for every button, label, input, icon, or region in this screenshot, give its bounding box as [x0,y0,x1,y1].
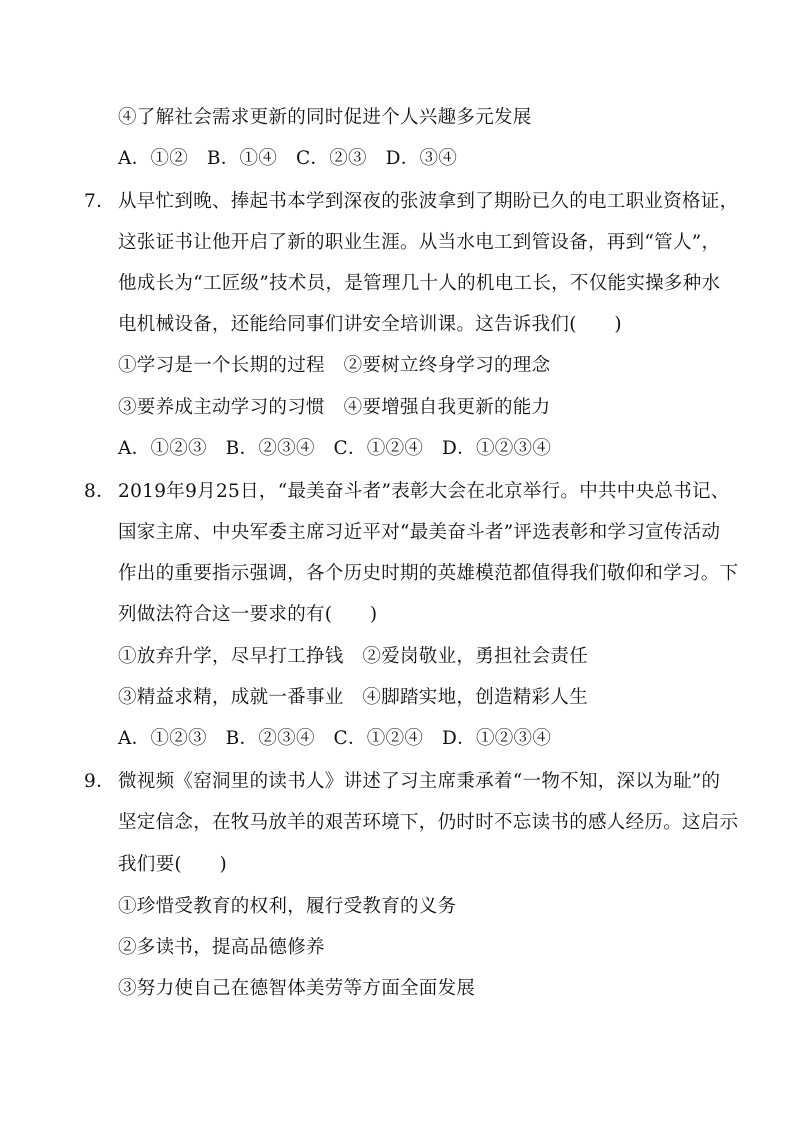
question-8-number: 8． [84,481,115,502]
question-8-answers: A．①②③ B．②③④ C．①②④ D．①②③④ [118,728,552,749]
question-8-options-line-1: ①放弃升学，尽早打工挣钱 ②爱岗敬业，勇担社会责任 [118,646,589,667]
question-9-stem-line-1: 微视频《窑洞里的读书人》讲述了习主席秉承着“一物不知，深以为耻”的 [118,771,721,792]
question-9-options-line-3: ③努力使自己在德智体美劳等方面全面发展 [118,978,476,999]
question-9-stem-line-3: 我们要( ) [118,854,228,875]
prev-question-answers: A．①② B．①④ C．②③ D．③④ [118,148,458,169]
question-8-stem-line-1: 2019年9月25日，“最美奋斗者”表彰大会在北京举行。中共中央总书记、 [118,481,730,502]
question-7-options-line-1: ①学习是一个长期的过程 ②要树立终身学习的理念 [118,355,551,376]
question-7-stem-line-3: 他成长为“工匠级”技术员，是管理几十人的机电工长，不仅能实操多种水 [118,273,721,294]
question-9-options-line-1: ①珍惜受教育的权利，履行受教育的义务 [118,896,457,917]
question-7-options-line-2: ③要养成主动学习的习惯 ④要增强自我更新的能力 [118,397,551,418]
question-7-stem-line-2: 这张证书让他开启了新的职业生涯。从当水电工到管设备，再到“管人”， [118,232,721,253]
question-9-options-line-2: ②多读书，提高品德修养 [118,937,325,958]
question-7-stem-line-1: 从早忙到晚、捧起书本学到深夜的张波拿到了期盼已久的电工职业资格证， [118,191,739,212]
question-7-answers: A．①②③ B．②③④ C．①②④ D．①②③④ [118,438,552,459]
question-8-stem-line-2: 国家主席、中央军委主席习近平对“最美奋斗者”评选表彰和学习宣传活动 [118,522,721,543]
question-8-stem-line-4: 列做法符合这一要求的有( ) [118,604,378,625]
question-7-number: 7． [84,191,115,212]
question-7-stem-line-4: 电机械设备，还能给同事们讲安全培训课。这告诉我们( ) [118,314,622,335]
question-8-options-line-2: ③精益求精，成就一番事业 ④脚踏实地，创造精彩人生 [118,687,589,708]
question-8-stem-line-3: 作出的重要指示强调，各个历史时期的英雄模范都值得我们敬仰和学习。下 [118,563,739,584]
prev-question-option-4: ④了解社会需求更新的同时促进个人兴趣多元发展 [118,107,532,128]
question-9-stem-line-2: 坚定信念，在牧马放羊的艰苦环境下，仍时时不忘读书的感人经历。这启示 [118,812,739,833]
question-9-number: 9． [84,771,115,792]
